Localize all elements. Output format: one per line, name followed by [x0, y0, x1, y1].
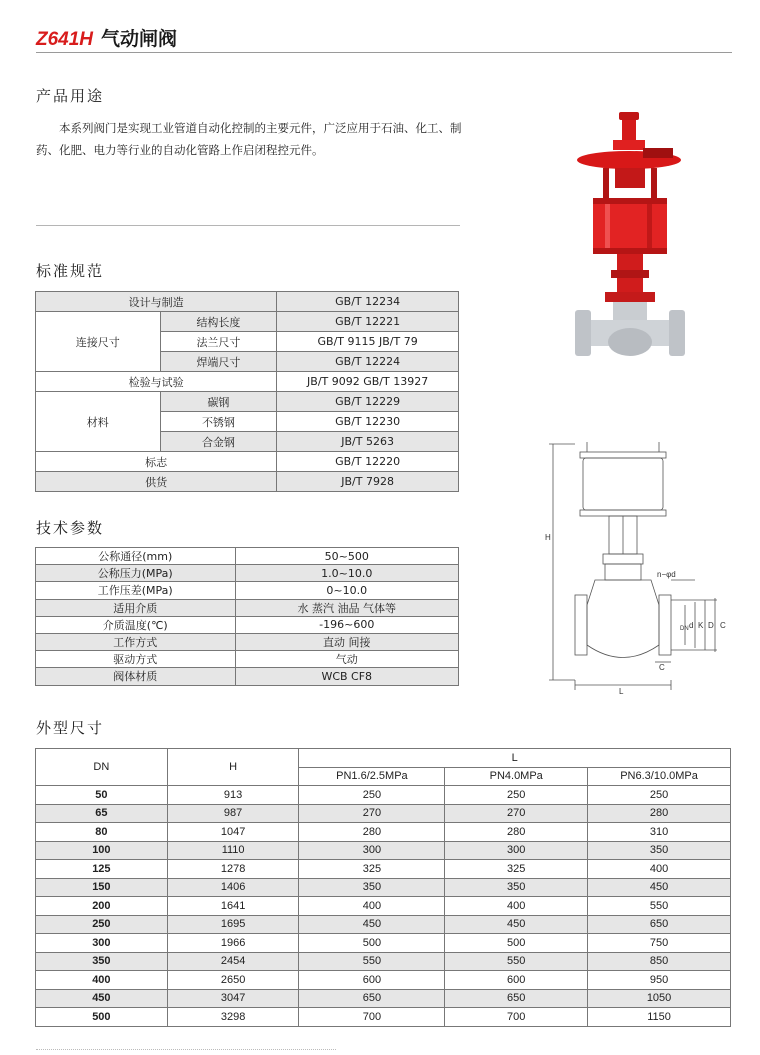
cell-l-pn2: 600: [445, 971, 588, 990]
table-row: [36, 452, 459, 472]
cell-h: 1641: [167, 897, 299, 916]
cell-l-pn3: 1150: [588, 1008, 731, 1027]
cell-l-pn2: 270: [445, 804, 588, 823]
table-row: [36, 952, 731, 971]
param-value: WCB CF8: [235, 668, 459, 685]
table-row: [36, 292, 459, 312]
cell-h: 987: [167, 804, 299, 823]
cell-h: 1047: [167, 823, 299, 842]
col-header-dn: DN: [36, 749, 168, 786]
table-row: [36, 878, 731, 897]
tech-heading: 技术参数: [36, 519, 105, 537]
std-group-label: 材料: [36, 392, 161, 452]
cell-h: 913: [167, 786, 299, 805]
table-row: [36, 823, 731, 842]
dimensions-table: [35, 748, 731, 1027]
title-divider: [36, 52, 732, 53]
std-label: 设计与制造: [36, 292, 277, 312]
std-sublabel: 焊端尺寸: [160, 352, 277, 372]
col-header-l: L: [299, 749, 731, 768]
std-sublabel: 碳钢: [160, 392, 277, 412]
cell-l-pn3: 280: [588, 804, 731, 823]
param-label: 工作压差(MPa): [36, 582, 236, 599]
std-value: GB/T 12229: [277, 392, 459, 412]
cell-l-pn2: 700: [445, 1008, 588, 1027]
std-label: 供货: [36, 472, 277, 492]
table-row: [36, 915, 731, 934]
cell-l-pn1: 270: [299, 804, 445, 823]
dims-heading: 外型尺寸: [36, 719, 105, 737]
param-label: 公称通径(mm): [36, 548, 236, 565]
std-value: GB/T 12221: [277, 312, 459, 332]
cell-dn: 50: [36, 786, 168, 805]
table-row: [36, 633, 459, 650]
param-label: 介质温度(℃): [36, 616, 236, 633]
section-divider: [36, 225, 460, 226]
table-row: [36, 897, 731, 916]
table-header-row: [36, 749, 731, 768]
label-d: d: [689, 621, 694, 630]
col-header-pn1: PN1.6/2.5MPa: [299, 767, 445, 786]
std-value: GB/T 9115 JB/T 79: [277, 332, 459, 352]
table-row: [36, 472, 459, 492]
cell-l-pn2: 250: [445, 786, 588, 805]
cell-l-pn3: 750: [588, 934, 731, 953]
table-row: [36, 548, 459, 565]
cell-l-pn2: 300: [445, 841, 588, 860]
param-value: 直动 间接: [235, 633, 459, 650]
label-h: H: [545, 533, 551, 542]
cell-dn: 400: [36, 971, 168, 990]
param-value: 水 蒸汽 油品 气体等: [235, 599, 459, 616]
cell-dn: 65: [36, 804, 168, 823]
std-value: GB/T 12224: [277, 352, 459, 372]
table-row: [36, 392, 459, 412]
cell-h: 3298: [167, 1008, 299, 1027]
cell-l-pn3: 950: [588, 971, 731, 990]
col-header-pn2: PN4.0MPa: [445, 767, 588, 786]
std-value: JB/T 5263: [277, 432, 459, 452]
cell-dn: 500: [36, 1008, 168, 1027]
cell-l-pn1: 450: [299, 915, 445, 934]
cell-dn: 450: [36, 989, 168, 1008]
param-label: 阀体材质: [36, 668, 236, 685]
dimension-drawing: [535, 430, 745, 695]
table-row: [36, 1008, 731, 1027]
table-row: [36, 312, 459, 332]
table-row: [36, 804, 731, 823]
std-sublabel: 不锈钢: [160, 412, 277, 432]
cell-l-pn2: 450: [445, 915, 588, 934]
cell-l-pn3: 400: [588, 860, 731, 879]
cell-l-pn3: 1050: [588, 989, 731, 1008]
cell-l-pn1: 600: [299, 971, 445, 990]
cell-l-pn2: 400: [445, 897, 588, 916]
cell-dn: 150: [36, 878, 168, 897]
cell-h: 3047: [167, 989, 299, 1008]
param-label: 适用介质: [36, 599, 236, 616]
label-nd: n−φd: [657, 570, 676, 579]
cell-l-pn1: 400: [299, 897, 445, 916]
cell-l-pn2: 280: [445, 823, 588, 842]
cell-h: 1110: [167, 841, 299, 860]
cell-h: 1695: [167, 915, 299, 934]
label-d-outer: D: [708, 621, 714, 630]
cell-l-pn1: 250: [299, 786, 445, 805]
cell-dn: 200: [36, 897, 168, 916]
table-row: [36, 599, 459, 616]
cell-l-pn1: 500: [299, 934, 445, 953]
usage-description: 本系列阀门是实现工业管道自动化控制的主要元件，广泛应用于石油、化工、制药、化肥、电力等行业的自动化管路上作启闭程控元件。: [36, 121, 462, 157]
cell-l-pn1: 350: [299, 878, 445, 897]
std-label: 标志: [36, 452, 277, 472]
table-row: [36, 616, 459, 633]
cell-h: 1278: [167, 860, 299, 879]
param-label: 公称压力(MPa): [36, 565, 236, 582]
cell-l-pn2: 325: [445, 860, 588, 879]
cell-l-pn3: 850: [588, 952, 731, 971]
table-row: [36, 651, 459, 668]
table-row: [36, 989, 731, 1008]
cell-l-pn1: 700: [299, 1008, 445, 1027]
param-value: 50~500: [235, 548, 459, 565]
std-value: GB/T 12234: [277, 292, 459, 312]
table-row: [36, 668, 459, 685]
cell-dn: 80: [36, 823, 168, 842]
std-sublabel: 法兰尺寸: [160, 332, 277, 352]
cell-l-pn1: 325: [299, 860, 445, 879]
table-row: [36, 934, 731, 953]
product-name: 气动闸阀: [101, 28, 178, 50]
cell-l-pn1: 300: [299, 841, 445, 860]
param-value: 1.0~10.0: [235, 565, 459, 582]
cell-l-pn2: 550: [445, 952, 588, 971]
table-row: [36, 786, 731, 805]
cell-dn: 300: [36, 934, 168, 953]
cell-l-pn3: 250: [588, 786, 731, 805]
cell-l-pn1: 650: [299, 989, 445, 1008]
cell-l-pn1: 550: [299, 952, 445, 971]
col-header-pn3: PN6.3/10.0MPa: [588, 767, 731, 786]
param-value: 气动: [235, 651, 459, 668]
cell-dn: 350: [36, 952, 168, 971]
cell-l-pn3: 350: [588, 841, 731, 860]
std-label: 检验与试验: [36, 372, 277, 392]
footer-rule: [36, 1049, 336, 1054]
label-k: K: [698, 621, 704, 630]
valve-photo: [575, 110, 725, 370]
standards-heading: 标准规范: [36, 262, 105, 280]
cell-h: 2650: [167, 971, 299, 990]
std-sublabel: 合金钢: [160, 432, 277, 452]
cell-dn: 125: [36, 860, 168, 879]
table-row: [36, 860, 731, 879]
param-value: 0~10.0: [235, 582, 459, 599]
std-value: JB/T 9092 GB/T 13927: [277, 372, 459, 392]
cell-l-pn2: 500: [445, 934, 588, 953]
model-number: Z641H: [36, 29, 94, 50]
label-c: C: [720, 621, 726, 630]
std-value: GB/T 12220: [277, 452, 459, 472]
cell-dn: 250: [36, 915, 168, 934]
param-label: 工作方式: [36, 633, 236, 650]
param-value: -196~600: [235, 616, 459, 633]
tech-params-table: [35, 547, 459, 686]
std-value: GB/T 12230: [277, 412, 459, 432]
cell-l-pn2: 350: [445, 878, 588, 897]
label-dn: DN: [680, 626, 689, 632]
page-title: [36, 24, 177, 51]
table-row: [36, 372, 459, 392]
usage-heading: 产品用途: [36, 87, 105, 105]
cell-h: 1406: [167, 878, 299, 897]
table-row: [36, 565, 459, 582]
param-label: 驱动方式: [36, 651, 236, 668]
table-row: [36, 582, 459, 599]
std-sublabel: 结构长度: [160, 312, 277, 332]
cell-dn: 100: [36, 841, 168, 860]
std-group-label: 连接尺寸: [36, 312, 161, 372]
label-c-bottom: C: [659, 663, 665, 672]
cell-l-pn3: 310: [588, 823, 731, 842]
cell-h: 1966: [167, 934, 299, 953]
table-row: [36, 841, 731, 860]
col-header-h: H: [167, 749, 299, 786]
cell-l-pn2: 650: [445, 989, 588, 1008]
cell-l-pn3: 550: [588, 897, 731, 916]
cell-l-pn3: 450: [588, 878, 731, 897]
label-l: L: [619, 687, 624, 695]
cell-l-pn3: 650: [588, 915, 731, 934]
table-row: [36, 971, 731, 990]
std-value: JB/T 7928: [277, 472, 459, 492]
cell-h: 2454: [167, 952, 299, 971]
cell-l-pn1: 280: [299, 823, 445, 842]
standards-table: [35, 291, 459, 492]
